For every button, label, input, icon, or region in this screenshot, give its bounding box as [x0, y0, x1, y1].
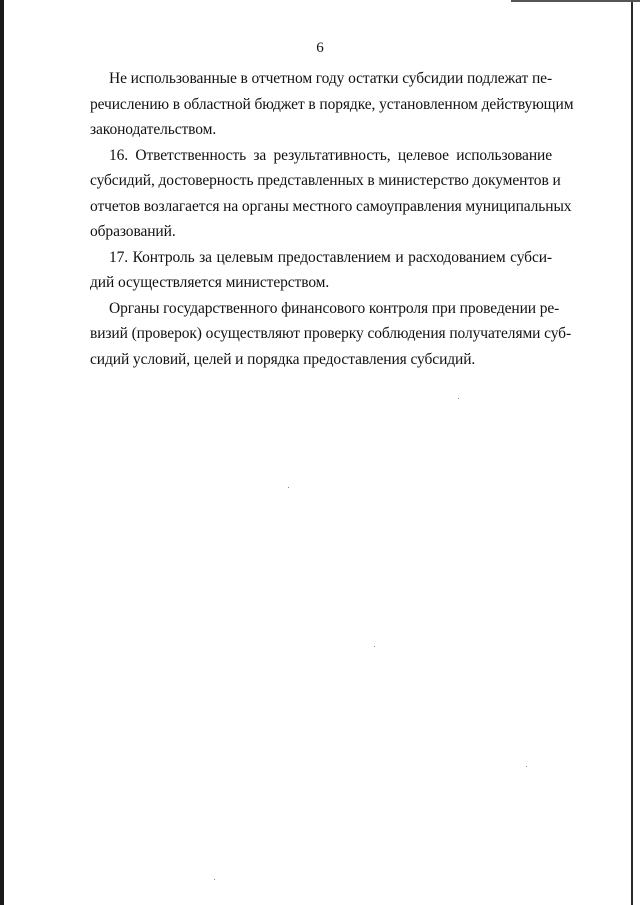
scan-speck [374, 646, 375, 647]
text-line: речислению в областной бюджет в порядке, установленном действующим [90, 95, 574, 113]
document-body [90, 66, 574, 372]
paragraph-financial-control [90, 296, 572, 373]
page-number: 6 [316, 40, 324, 56]
scan-speck [526, 766, 527, 767]
text-line: Не использованные в отчетном году остатки субсидии подлежат пе- [109, 70, 553, 87]
text-line: сидий условий, целей и порядка предоставления субсидий. [90, 350, 476, 368]
text-line: визий (проверок) осуществляют проверку соблюдения получателями суб- [90, 325, 572, 342]
scan-border-top [511, 0, 640, 2]
scan-speck [214, 879, 215, 880]
paragraph-item-17 [90, 245, 552, 296]
text-line: субсидий, достоверность представленных в министерство документов и [90, 172, 561, 189]
text-line: 16. Ответственность за результативность, целевое использование [109, 146, 552, 164]
text-line: отчетов возлагается на органы местного самоуправления муниципальных [90, 197, 572, 215]
text-line: 17. Контроль за целевым предоставлением и расходованием субси- [109, 248, 552, 266]
scan-border-left [0, 0, 4, 905]
text-line: Органы государственного финансового контроля при проведении ре- [109, 299, 560, 317]
text-line: образований. [90, 223, 176, 240]
paragraph-subsidy-remainder [90, 66, 574, 143]
scan-speck [458, 398, 459, 399]
scan-border-right [631, 0, 633, 905]
paragraph-item-16 [90, 143, 572, 245]
scan-speck [288, 487, 289, 488]
text-line: законодательством. [90, 121, 217, 138]
text-line: дий осуществляется министерством. [90, 274, 330, 291]
